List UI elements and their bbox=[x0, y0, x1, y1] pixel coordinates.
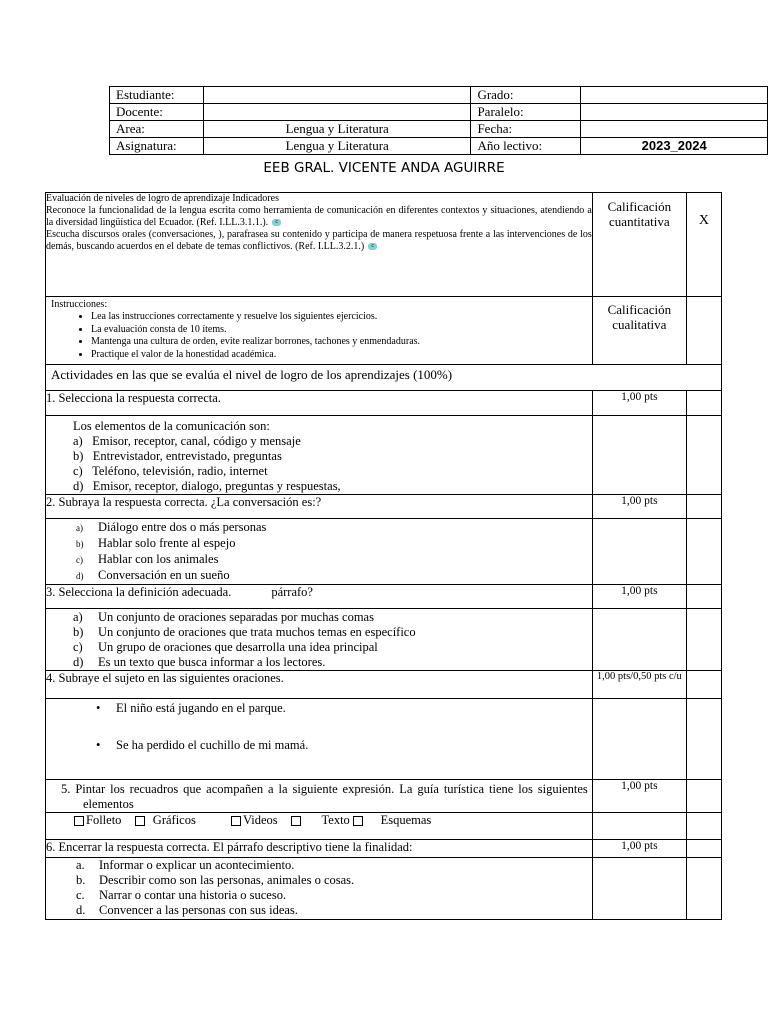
box-label: Videos bbox=[242, 813, 278, 827]
instructions-row bbox=[46, 297, 722, 365]
empty-cell bbox=[592, 416, 686, 495]
empty-cell bbox=[686, 416, 721, 495]
option[interactable] bbox=[76, 858, 592, 873]
label-area: Area: bbox=[110, 121, 204, 138]
question-3-points: 1,00 pts bbox=[592, 585, 686, 609]
activities-heading: Actividades en las que se evalúa el nivel de logro de los aprendizajes (100%) bbox=[46, 365, 722, 391]
option-text: Hablar con los animales bbox=[98, 552, 219, 566]
evaluation-title: Evaluación de niveles de logro de aprendizaje Indicadores bbox=[46, 193, 279, 204]
empty-cell bbox=[686, 813, 721, 840]
sentence[interactable]: • El niño está jugando en el parque. bbox=[96, 701, 286, 715]
exam-table bbox=[45, 192, 722, 920]
question-2-score[interactable] bbox=[686, 495, 721, 519]
option-text: Emisor, receptor, canal, código y mensaje bbox=[92, 434, 301, 448]
question-2-header bbox=[46, 495, 722, 519]
question-2-title: 2. Subraya la respuesta correcta. ¿La conversación es:? bbox=[46, 495, 593, 519]
option-text: Hablar solo frente al espejo bbox=[98, 536, 236, 550]
checkbox-icon[interactable] bbox=[291, 816, 301, 826]
box-label: Esquemas bbox=[380, 813, 432, 827]
question-3-body bbox=[46, 609, 722, 671]
option-text: Convencer a las personas con sus ideas. bbox=[99, 903, 298, 917]
option-letter: c) bbox=[73, 464, 83, 478]
option-text: Diálogo entre dos o más personas bbox=[98, 520, 267, 534]
indicator-1-text: Reconoce la funcionalidad de la lengua escrita como herramienta de comunicación en diferentes contextos y situaciones, atendiendo a la diversidad lingüística del Ecuador. (Ref. I.LL.3.1.1.). bbox=[46, 205, 592, 228]
option-letter: b) bbox=[73, 449, 84, 463]
evaluation-row bbox=[46, 193, 722, 297]
option-text: Un conjunto de oraciones que trata muchos temas en específico bbox=[98, 625, 416, 639]
empty-cell bbox=[592, 858, 686, 920]
indicator-2 bbox=[46, 229, 592, 253]
label-paralelo: Paralelo: bbox=[471, 104, 581, 121]
instruction-item: • Practique el valor de la honestidad académica. bbox=[91, 349, 592, 362]
option-text: Conversación en un sueño bbox=[98, 568, 230, 582]
option-letter: b) bbox=[73, 625, 84, 639]
question-3-title: 3. Selecciona la definición adecuada. bbox=[46, 585, 232, 599]
checkbox-icon[interactable] bbox=[74, 816, 84, 826]
label-grado: Grado: bbox=[471, 87, 581, 104]
option[interactable] bbox=[76, 568, 592, 584]
link-icon[interactable]: c bbox=[368, 243, 377, 250]
label-fecha: Fecha: bbox=[471, 121, 581, 138]
option[interactable] bbox=[73, 655, 592, 670]
option[interactable] bbox=[73, 449, 592, 464]
question-6-body bbox=[46, 858, 722, 920]
empty-cell bbox=[686, 699, 721, 780]
option-text: Un grupo de oraciones que desarrolla una idea principal bbox=[98, 640, 378, 654]
question-6-points: 1,00 pts bbox=[592, 840, 686, 858]
option-text: Describir como son las personas, animales o cosas. bbox=[99, 873, 355, 887]
option-text: Un conjunto de oraciones separadas por muchas comas bbox=[98, 610, 374, 624]
sentence[interactable]: • Se ha perdido el cuchillo de mi mamá. bbox=[96, 738, 309, 752]
option-letter: c) bbox=[73, 640, 83, 654]
instruction-item: • Lea las instrucciones correctamente y resuelve los siguientes ejercicios. bbox=[91, 311, 592, 324]
field-grado[interactable] bbox=[581, 87, 768, 104]
box-option[interactable] bbox=[231, 813, 278, 827]
student-info-table bbox=[109, 86, 768, 155]
option-letter: b) bbox=[76, 539, 84, 549]
question-6-options bbox=[46, 858, 593, 920]
quant-label: Calificación cuantitativa bbox=[592, 193, 686, 297]
question-3-options bbox=[46, 609, 593, 671]
box-option[interactable] bbox=[291, 813, 350, 827]
question-3-title-cell bbox=[46, 585, 593, 609]
question-5-title: 5. Pintar los recuadros que acompañen a la siguiente expresión. La guía turística tiene los siguientes elementos bbox=[46, 780, 593, 813]
option-letter: d) bbox=[73, 479, 84, 493]
question-2-points: 1,00 pts bbox=[592, 495, 686, 519]
question-4-points: 1,00 pts/0,50 pts c/u bbox=[592, 671, 686, 699]
question-2-options bbox=[46, 519, 593, 585]
question-6-score[interactable] bbox=[686, 840, 721, 858]
option-text: Informar o explicar un acontecimiento. bbox=[99, 858, 295, 872]
question-5-score[interactable] bbox=[686, 780, 721, 813]
checkbox-icon[interactable] bbox=[231, 816, 241, 826]
question-6-title: 6. Encerrar la respuesta correcta. El párrafo descriptivo tiene la finalidad: bbox=[46, 840, 593, 858]
option[interactable] bbox=[73, 434, 592, 449]
field-fecha[interactable] bbox=[581, 121, 768, 138]
box-row bbox=[74, 813, 592, 828]
question-1-header bbox=[46, 391, 722, 416]
option[interactable] bbox=[73, 640, 592, 655]
question-2-body bbox=[46, 519, 722, 585]
row-estudiante bbox=[110, 87, 768, 104]
quant-mark: X bbox=[686, 193, 721, 297]
indicator-1 bbox=[46, 205, 592, 229]
label-ano-lectivo: Año lectivo: bbox=[471, 138, 581, 155]
question-1-body bbox=[46, 416, 722, 495]
option[interactable] bbox=[73, 625, 592, 640]
option[interactable] bbox=[76, 552, 592, 568]
option-letter: d) bbox=[73, 655, 84, 669]
empty-cell bbox=[686, 519, 721, 585]
option-letter: a) bbox=[76, 523, 83, 533]
box-option[interactable] bbox=[135, 813, 196, 827]
option-text: Es un texto que busca informar a los lectores. bbox=[98, 655, 326, 669]
option-text: Teléfono, televisión, radio, internet bbox=[92, 464, 268, 478]
instruction-item: • La evaluación consta de 10 ítems. bbox=[91, 324, 592, 337]
checkbox-icon[interactable] bbox=[353, 816, 363, 826]
value-area: Lengua y Literatura bbox=[203, 121, 471, 138]
label-estudiante: Estudiante: bbox=[110, 87, 204, 104]
question-5-points: 1,00 pts bbox=[592, 780, 686, 813]
sentence-text: Se ha perdido el cuchillo de mi mamá. bbox=[116, 738, 309, 752]
question-5-body bbox=[46, 813, 722, 840]
school-name: EEB GRAL. VICENTE ANDA AGUIRRE bbox=[263, 160, 505, 176]
activities-row bbox=[46, 365, 722, 391]
value-asignatura: Lengua y Literatura bbox=[203, 138, 471, 155]
question-1-prompt: Los elementos de la comunicación son: bbox=[73, 419, 270, 433]
empty-cell bbox=[592, 813, 686, 840]
evaluation-cell bbox=[46, 193, 593, 297]
option-letter: d. bbox=[76, 903, 86, 917]
option[interactable] bbox=[76, 903, 592, 918]
sentence-text: El niño está jugando en el parque. bbox=[116, 701, 286, 715]
question-4-body bbox=[46, 699, 722, 780]
option-letter: a) bbox=[73, 434, 83, 448]
label-asignatura: Asignatura: bbox=[110, 138, 204, 155]
empty-cell bbox=[686, 858, 721, 920]
question-1-score[interactable] bbox=[686, 391, 721, 416]
empty-cell bbox=[686, 609, 721, 671]
row-docente bbox=[110, 104, 768, 121]
question-3-header bbox=[46, 585, 722, 609]
qual-mark[interactable] bbox=[686, 297, 721, 365]
option-text: Narrar o contar una historia o suceso. bbox=[99, 888, 287, 902]
box-option[interactable] bbox=[74, 813, 121, 827]
empty-cell bbox=[592, 519, 686, 585]
field-docente[interactable] bbox=[203, 104, 471, 121]
question-1-options bbox=[46, 416, 593, 495]
checkbox-icon[interactable] bbox=[135, 816, 145, 826]
instructions-list bbox=[51, 311, 592, 361]
option-letter: a) bbox=[73, 610, 83, 624]
instructions-cell bbox=[46, 297, 593, 365]
option-letter: a. bbox=[76, 858, 85, 872]
row-area bbox=[110, 121, 768, 138]
option[interactable] bbox=[76, 520, 592, 536]
option[interactable] bbox=[73, 464, 592, 479]
option[interactable] bbox=[76, 873, 592, 888]
indicator-2-text: Escucha discursos orales (conversaciones, ), parafrasea su contenido y participa de manera respetuosa frente a las intervenciones de los demás, buscando acuerdos en el debate de temas conflictivos. (Ref. I.LL.3.2.1.) bbox=[46, 229, 592, 252]
field-estudiante[interactable] bbox=[203, 87, 471, 104]
box-label: Folleto bbox=[86, 813, 122, 827]
qual-label: Calificación cualitativa bbox=[592, 297, 686, 365]
question-5-header bbox=[46, 780, 722, 813]
question-4-score[interactable] bbox=[686, 671, 721, 699]
question-1-points: 1,00 pts bbox=[592, 391, 686, 416]
link-icon[interactable]: c bbox=[272, 219, 281, 226]
option[interactable] bbox=[76, 888, 592, 903]
value-ano-lectivo: 2023_2024 bbox=[581, 138, 768, 155]
question-3-score[interactable] bbox=[686, 585, 721, 609]
question-1-title: 1. Selecciona la respuesta correcta. bbox=[46, 391, 593, 416]
question-4-title: 4. Subraye el sujeto en las siguientes oraciones. bbox=[46, 671, 593, 699]
question-3-title-extra: párrafo? bbox=[271, 585, 313, 599]
label-docente: Docente: bbox=[110, 104, 204, 121]
box-label: Texto bbox=[321, 813, 350, 827]
empty-cell bbox=[592, 609, 686, 671]
option-text: Emisor, receptor, dialogo, preguntas y respuestas, bbox=[92, 479, 341, 493]
empty-cell bbox=[592, 699, 686, 780]
question-5-boxes bbox=[46, 813, 593, 840]
option-letter: d) bbox=[76, 571, 84, 581]
question-6-header bbox=[46, 840, 722, 858]
option-letter: b. bbox=[76, 873, 86, 887]
option-letter: c. bbox=[76, 888, 85, 902]
instruction-item: • Mantenga una cultura de orden, evite realizar borrones, tachones y enmendaduras. bbox=[91, 336, 592, 349]
option-text: Entrevistador, entrevistado, preguntas bbox=[92, 449, 282, 463]
instructions-title: Instrucciones: bbox=[51, 299, 108, 310]
question-4-sentences bbox=[46, 699, 593, 780]
option-letter: c) bbox=[76, 555, 83, 565]
field-paralelo[interactable] bbox=[581, 104, 768, 121]
box-option[interactable] bbox=[353, 813, 431, 827]
option[interactable] bbox=[76, 536, 592, 552]
box-label: Gráficos bbox=[152, 813, 196, 827]
row-asignatura bbox=[110, 138, 768, 155]
option[interactable] bbox=[73, 610, 592, 625]
question-4-header bbox=[46, 671, 722, 699]
option[interactable] bbox=[73, 479, 592, 494]
